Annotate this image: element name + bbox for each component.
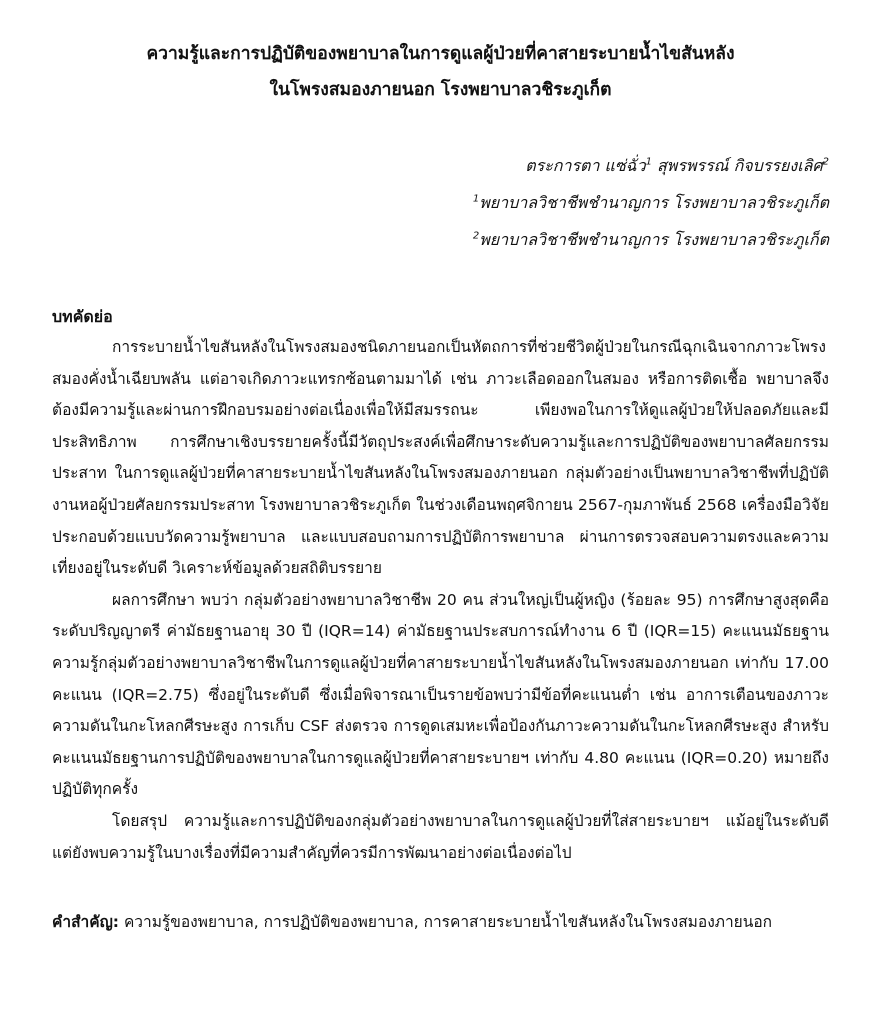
keywords-line bbox=[52, 907, 829, 937]
affiliation-2 bbox=[52, 221, 829, 258]
affiliation-2-text: พยาบาลวิชาชีพชำนาญการ โรงพยาบาลวชิระภูเก็ต bbox=[479, 230, 829, 249]
author-names bbox=[52, 147, 829, 184]
abstract-paragraph-3: โดยสรุป ความรู้และการปฏิบัติของกลุ่มตัวอย่างพยาบาลในการดูแลผู้ป่วยที่ใส่สายระบายฯ แม้อยู่ในระดับดี แต่ยังพบความรู้ในบางเรื่องที่มีความสำคัญที่ควรมีการพัฒนาอย่างต่อเนื่องต่อไป bbox=[52, 811, 829, 862]
author-1-name: ตระการตา แซ่ฉั่ว bbox=[525, 156, 646, 175]
abstract-body bbox=[52, 332, 829, 869]
author-block bbox=[52, 147, 829, 258]
affiliation-1-text: พยาบาลวิชาชีพชำนาญการ โรงพยาบาลวชิระภูเก็ต bbox=[479, 193, 829, 212]
author-1-mark: 1 bbox=[645, 156, 652, 168]
author-2-mark: 2 bbox=[822, 156, 829, 168]
title-line-1: ความรู้และการปฏิบัติของพยาบาลในการดูแลผู้ป่วยที่คาสายระบายน้ำไขสันหลัง bbox=[146, 44, 735, 64]
abstract-paragraph-1: การระบายน้ำไขสันหลังในโพรงสมองชนิดภายนอกเป็นหัตถการที่ช่วยชีวิตผู้ป่วยในกรณีฉุกเฉินจากภาวะโพรงสมองคั่งน้ำเฉียบพลัน แต่อาจเกิดภาวะแทรกซ้อนตามมาได้ เช่น ภาวะเลือดออกในสมอง หรือการติดเชื้อ พยาบาลจึงต้องมีความรู้และผ่านการฝึกอบรมอย่างต่อเนื่องเพื่อให้มีสมรรถนะ เพียงพอในการให้ดูแลผู้ป่วยให้ปลอดภัยและมีประสิทธิภาพ การศึกษาเชิงบรรยายครั้งนี้มีวัตถุประสงค์เพื่อศึกษาระดับความรู้และการปฏิบัติของพยาบาลศัลยกรรมประสาท ในการดูแลผู้ป่วยที่คาสายระบายน้ำไขสันหลังในโพรงสมองภายนอก กลุ่มตัวอย่างเป็นพยาบาลวิชาชีพที่ปฏิบัติงานหอผู้ป่วยศัลยกรรมประสาท โรงพยาบาลวชิระภูเก็ต ในช่วงเดือนพฤศจิกายน 2567-กุมภาพันธ์ 2568 เครื่องมือวิจัยประกอบด้วยแบบวัดความรู้พยาบาล และแบบสอบถามการปฏิบัติการพยาบาล ผ่านการตรวจสอบความตรงและความเที่ยงอยู่ในระดับดี วิเคราะห์ข้อมูลด้วยสถิติบรรยาย bbox=[52, 338, 829, 578]
abstract-heading: บทคัดย่อ bbox=[52, 307, 113, 326]
affiliation-1 bbox=[52, 184, 829, 221]
affiliation-2-mark: 2 bbox=[472, 230, 480, 242]
author-2-name: สุพรพรรณ์ กิจบรรยงเลิศ bbox=[657, 156, 823, 175]
keywords-text: ความรู้ของพยาบาล, การปฏิบัติของพยาบาล, การคาสายระบายน้ำไขสันหลังในโพรงสมองภายนอก bbox=[119, 913, 773, 932]
affiliation-1-mark: 1 bbox=[472, 193, 480, 205]
title-line-2: ในโพรงสมองภายนอก โรงพยาบาลวชิระภูเก็ต bbox=[269, 80, 612, 100]
paper-title bbox=[52, 36, 829, 108]
abstract-paragraph-2: ผลการศึกษา พบว่า กลุ่มตัวอย่างพยาบาลวิชาชีพ 20 คน ส่วนใหญ่เป็นผู้หญิง (ร้อยละ 95) การศึกษาสูงสุดคือระดับปริญญาตรี ค่ามัธยฐานอายุ 30 ปี (IQR=14) ค่ามัธยฐานประสบการณ์ทำงาน 6 ปี (IQR=15) คะแนนมัธยฐานความรู้กลุ่มตัวอย่างพยาบาลวิชาชีพในการดูแลผู้ป่วยที่คาสายระบายน้ำไขสันหลังในโพรงสมองภายนอก เท่ากับ 17.00 คะแนน (IQR=2.75) ซึ่งอยู่ในระดับดี ซึ่งเมื่อพิจารณาเป็นรายข้อพบว่ามีข้อที่คะแนนต่ำ เช่น อาการเตือนของภาวะความดันในกะโหลกศีรษะสูง การเก็บ CSF ส่งตรวจ การดูดเสมหะเพื่อป้องกันภาวะความดันในกะโหลกศีรษะสูง สำหรับคะแนนมัธยฐานการปฏิบัติของพยาบาลในการดูแลผู้ป่วยที่คาสายระบายฯ เท่ากับ 4.80 คะแนน (IQR=0.20) หมายถึงปฏิบัติทุกครั้ง bbox=[52, 590, 829, 799]
keywords-label: คำสำคัญ: bbox=[52, 913, 120, 932]
